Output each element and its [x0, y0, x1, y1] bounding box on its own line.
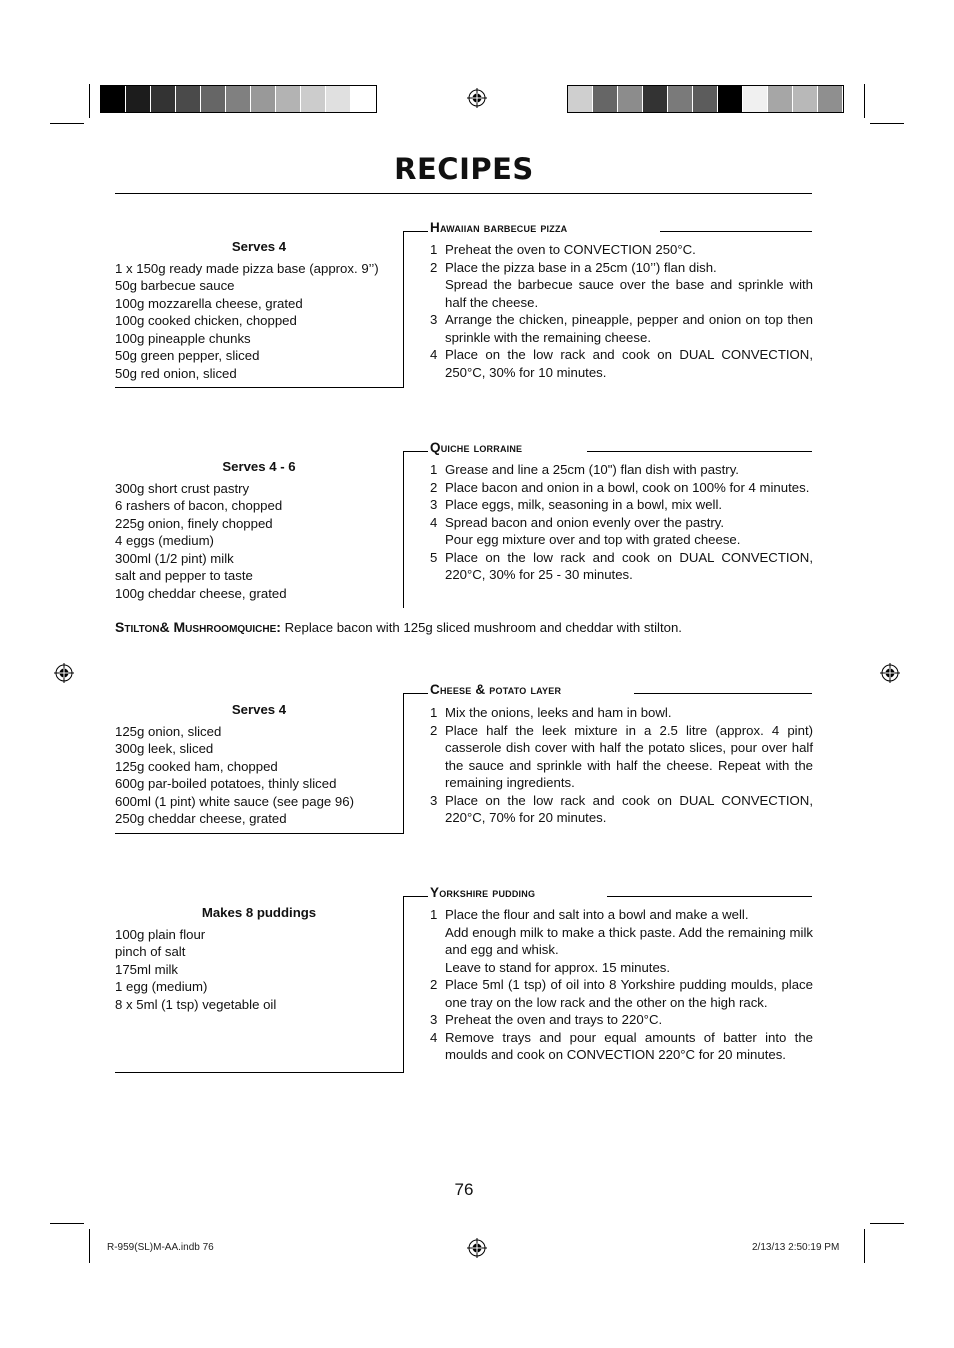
ingredient-item: 300g leek, sliced	[115, 741, 214, 756]
color-swatch	[201, 86, 226, 112]
ingredient-item: 300g short crust pastry	[115, 480, 250, 496]
method-step	[430, 531, 813, 549]
method-step	[430, 241, 813, 259]
method-step	[430, 311, 813, 346]
ingredient-item: 300ml (1/2 pint) milk	[115, 550, 234, 566]
ingredient-item: 1 x 150g ready made pizza base (approx. 9’’)	[115, 260, 379, 276]
step-text: Spread bacon and onion evenly over the pastry.	[445, 514, 725, 530]
step-number: 4	[430, 1029, 438, 1045]
step-text: Arrange the chicken, pineapple, pepper and onion on top then sprinkle with the remaining cheese.	[445, 312, 813, 345]
ingredient-item: 225g onion, finely chopped	[115, 515, 273, 531]
ingredient-list	[115, 480, 403, 603]
recipe-frame-side	[403, 231, 404, 388]
recipe-title-rule	[660, 231, 812, 232]
color-swatch	[693, 86, 718, 112]
color-bar-right	[567, 85, 844, 113]
method-step	[430, 722, 813, 792]
crop-mark	[89, 84, 90, 118]
method-step	[430, 1029, 813, 1064]
serves-label: Serves 4 - 6	[222, 459, 296, 474]
step-number: 2	[430, 259, 438, 275]
ingredient-item: 250g cheddar cheese, grated	[115, 811, 287, 826]
ingredient-item: 100g pineapple chunks	[115, 330, 251, 346]
ingredient-list	[115, 926, 403, 1014]
ingredient-item: 4 eggs (medium)	[115, 533, 214, 548]
color-swatch	[251, 86, 276, 112]
footer-timestamp: 2/13/13 2:50:19 PM	[752, 1242, 840, 1253]
color-swatch	[618, 86, 643, 112]
crop-mark	[870, 123, 904, 124]
variation-note	[115, 619, 682, 635]
method-step	[430, 259, 813, 277]
step-text: Place on the low rack and cook on DUAL CONVECTION, 220°C, 30% for 25 - 30 minutes.	[445, 549, 813, 582]
ingredient-item: 6 rashers of bacon, chopped	[115, 498, 283, 513]
recipe-frame-top	[403, 896, 428, 897]
step-text: Add enough milk to make a thick paste. Add the remaining milk and egg and whisk.	[445, 924, 813, 957]
step-number: 1	[430, 462, 438, 477]
page-number: 76	[454, 1180, 474, 1199]
footer-file: R-959(SL)M-AA.indb 76	[107, 1242, 214, 1253]
color-swatch	[568, 86, 593, 112]
method-step	[430, 1011, 813, 1029]
serves-label: Serves 4	[231, 239, 287, 254]
serves-label: Makes 8 puddings	[201, 905, 317, 920]
ingredient-item: 600g par-boiled potatoes, thinly sliced	[115, 776, 337, 791]
registration-mark-icon	[880, 663, 900, 683]
step-number	[430, 924, 445, 959]
ingredient-item: 100g cooked chicken, chopped	[115, 313, 297, 328]
method-step	[430, 514, 813, 532]
step-number: 3	[430, 312, 438, 327]
color-swatch	[593, 86, 618, 112]
recipe-title: Hawaiian barbecue pizza	[430, 220, 573, 235]
step-text: Place half the leek mixture in a 2.5 litre (approx. 4 pint) casserole dish cover with half the potato slices, pour over half the sauce and sprinkle with half the cheese. Repeat with the remaining ingredients.	[445, 722, 813, 790]
method-step	[430, 346, 813, 381]
color-swatch	[768, 86, 793, 112]
step-number: 1	[430, 705, 438, 720]
method-steps	[430, 241, 813, 381]
recipe-title: Yorkshire pudding	[430, 885, 541, 900]
color-swatch	[101, 86, 126, 112]
step-text: Pour egg mixture over and top with grated cheese.	[445, 532, 741, 547]
step-number: 4	[430, 347, 438, 362]
step-text: Place on the low rack and cook on DUAL CONVECTION, 220°C, 70% for 20 minutes.	[445, 792, 813, 825]
step-text: Spread the barbecue sauce over the base and sprinkle with half the cheese.	[445, 277, 813, 310]
color-swatch	[818, 86, 843, 112]
ingredient-item: 600ml (1 pint) white sauce (see page 96)	[115, 793, 354, 809]
ingredients-panel	[115, 701, 403, 828]
crop-mark	[50, 1223, 84, 1224]
ingredient-item: 175ml milk	[115, 961, 179, 977]
ingredients-panel	[115, 238, 403, 382]
page-title: RECIPES	[394, 152, 534, 186]
recipe-frame-side	[403, 693, 404, 834]
recipe-frame-bottom	[115, 1072, 404, 1073]
color-bar-left	[100, 85, 377, 113]
method-step	[430, 479, 813, 497]
method-step	[430, 976, 813, 1011]
method-step	[430, 959, 813, 977]
ingredient-item: 50g barbecue sauce	[115, 278, 235, 293]
ingredients-panel	[115, 904, 403, 1013]
recipe-frame-bottom	[115, 387, 404, 388]
color-swatch	[718, 86, 743, 112]
crop-mark	[50, 123, 84, 124]
method-step	[430, 461, 813, 479]
step-number: 1	[430, 907, 438, 922]
ingredient-item: 1 egg (medium)	[115, 979, 208, 994]
ingredient-item: 50g green pepper, sliced	[115, 348, 260, 363]
recipe-frame-top	[403, 693, 428, 694]
step-text: Leave to stand for approx. 15 minutes.	[445, 959, 671, 975]
color-swatch	[126, 86, 151, 112]
recipe-title: Cheese & potato layer	[430, 682, 567, 697]
registration-mark-icon	[467, 88, 487, 108]
step-text: Remove trays and pour equal amounts of batter into the moulds and cook on CONVECTION 220°C for 20 minutes.	[445, 1029, 813, 1062]
color-swatch	[226, 86, 251, 112]
ingredient-item: pinch of salt	[115, 944, 186, 959]
method-steps	[430, 906, 813, 1064]
step-text: Place bacon and onion in a bowl, cook on 100% for 4 minutes.	[445, 479, 810, 495]
crop-mark	[864, 84, 865, 118]
color-swatch	[301, 86, 326, 112]
ingredient-item: 100g plain flour	[115, 926, 206, 942]
method-steps	[430, 704, 813, 827]
step-number	[430, 959, 445, 977]
step-text: Grease and line a 25cm (10") flan dish with pastry.	[445, 462, 739, 477]
recipe-frame-bottom	[115, 833, 404, 834]
method-step	[430, 704, 813, 722]
ingredient-item: 125g onion, sliced	[115, 723, 222, 739]
method-step	[430, 924, 813, 959]
ingredients-panel	[115, 458, 403, 602]
registration-mark-icon	[467, 1238, 487, 1258]
step-number	[430, 531, 445, 549]
recipe-frame-side	[403, 451, 404, 608]
recipe-title: Quiche lorraine	[430, 440, 528, 455]
method-step	[430, 792, 813, 827]
crop-mark	[864, 1229, 865, 1263]
variation-title: Stilton& Mushroomquiche:	[115, 619, 281, 635]
ingredient-item: 125g cooked ham, chopped	[115, 758, 278, 774]
color-swatch	[668, 86, 693, 112]
serves-label: Serves 4	[231, 702, 287, 717]
color-swatch	[743, 86, 768, 112]
color-swatch	[351, 86, 376, 112]
step-text: Place 5ml (1 tsp) of oil into 8 Yorkshire pudding moulds, place one tray on the low rack and the other on the high rack.	[445, 977, 813, 1010]
ingredient-list	[115, 260, 403, 383]
crop-mark	[89, 1229, 90, 1263]
registration-mark-icon	[54, 663, 74, 683]
step-number: 2	[430, 479, 438, 495]
ingredient-item: 8 x 5ml (1 tsp) vegetable oil	[115, 996, 277, 1012]
recipe-title-rule	[634, 693, 812, 694]
step-text: Mix the onions, leeks and ham in bowl.	[445, 705, 672, 720]
step-number: 3	[430, 497, 438, 512]
ingredient-item: 100g cheddar cheese, grated	[115, 585, 287, 601]
method-step	[430, 906, 813, 924]
color-swatch	[151, 86, 176, 112]
step-number: 3	[430, 792, 438, 808]
color-swatch	[643, 86, 668, 112]
step-number: 2	[430, 977, 438, 992]
step-text: Place on the low rack and cook on DUAL CONVECTION, 250°C, 30% for 10 minutes.	[445, 347, 813, 380]
color-swatch	[326, 86, 351, 112]
recipe-frame-top	[403, 451, 428, 452]
method-step	[430, 276, 813, 311]
crop-mark	[870, 1223, 904, 1224]
variation-text: Replace bacon with 125g sliced mushroom and cheddar with stilton.	[284, 620, 682, 635]
step-text: Place the flour and salt into a bowl and make a well.	[445, 907, 749, 922]
color-swatch	[276, 86, 301, 112]
recipe-title-rule	[587, 451, 812, 452]
step-text: Place the pizza base in a 25cm (10’’) flan dish.	[445, 259, 717, 275]
step-text: Preheat the oven to CONVECTION 250°C.	[445, 242, 696, 257]
color-swatch	[176, 86, 201, 112]
ingredient-item: 50g red onion, sliced	[115, 365, 237, 381]
method-steps	[430, 461, 813, 584]
recipe-frame-top	[403, 231, 428, 232]
step-number: 2	[430, 722, 438, 738]
step-number: 4	[430, 514, 438, 530]
step-number: 5	[430, 549, 438, 565]
ingredient-list	[115, 723, 403, 828]
recipe-frame-side	[403, 896, 404, 1073]
step-number: 3	[430, 1012, 438, 1027]
method-step	[430, 496, 813, 514]
ingredient-item: salt and pepper to taste	[115, 568, 253, 583]
method-step	[430, 549, 813, 584]
step-number	[430, 276, 445, 311]
color-swatch	[793, 86, 818, 112]
step-text: Preheat the oven and trays to 220°C.	[445, 1012, 663, 1027]
title-rule	[115, 193, 812, 194]
step-text: Place eggs, milk, seasoning in a bowl, mix well.	[445, 497, 723, 512]
ingredient-item: 100g mozzarella cheese, grated	[115, 295, 303, 311]
step-number: 1	[430, 242, 438, 257]
recipe-title-rule	[607, 896, 812, 897]
